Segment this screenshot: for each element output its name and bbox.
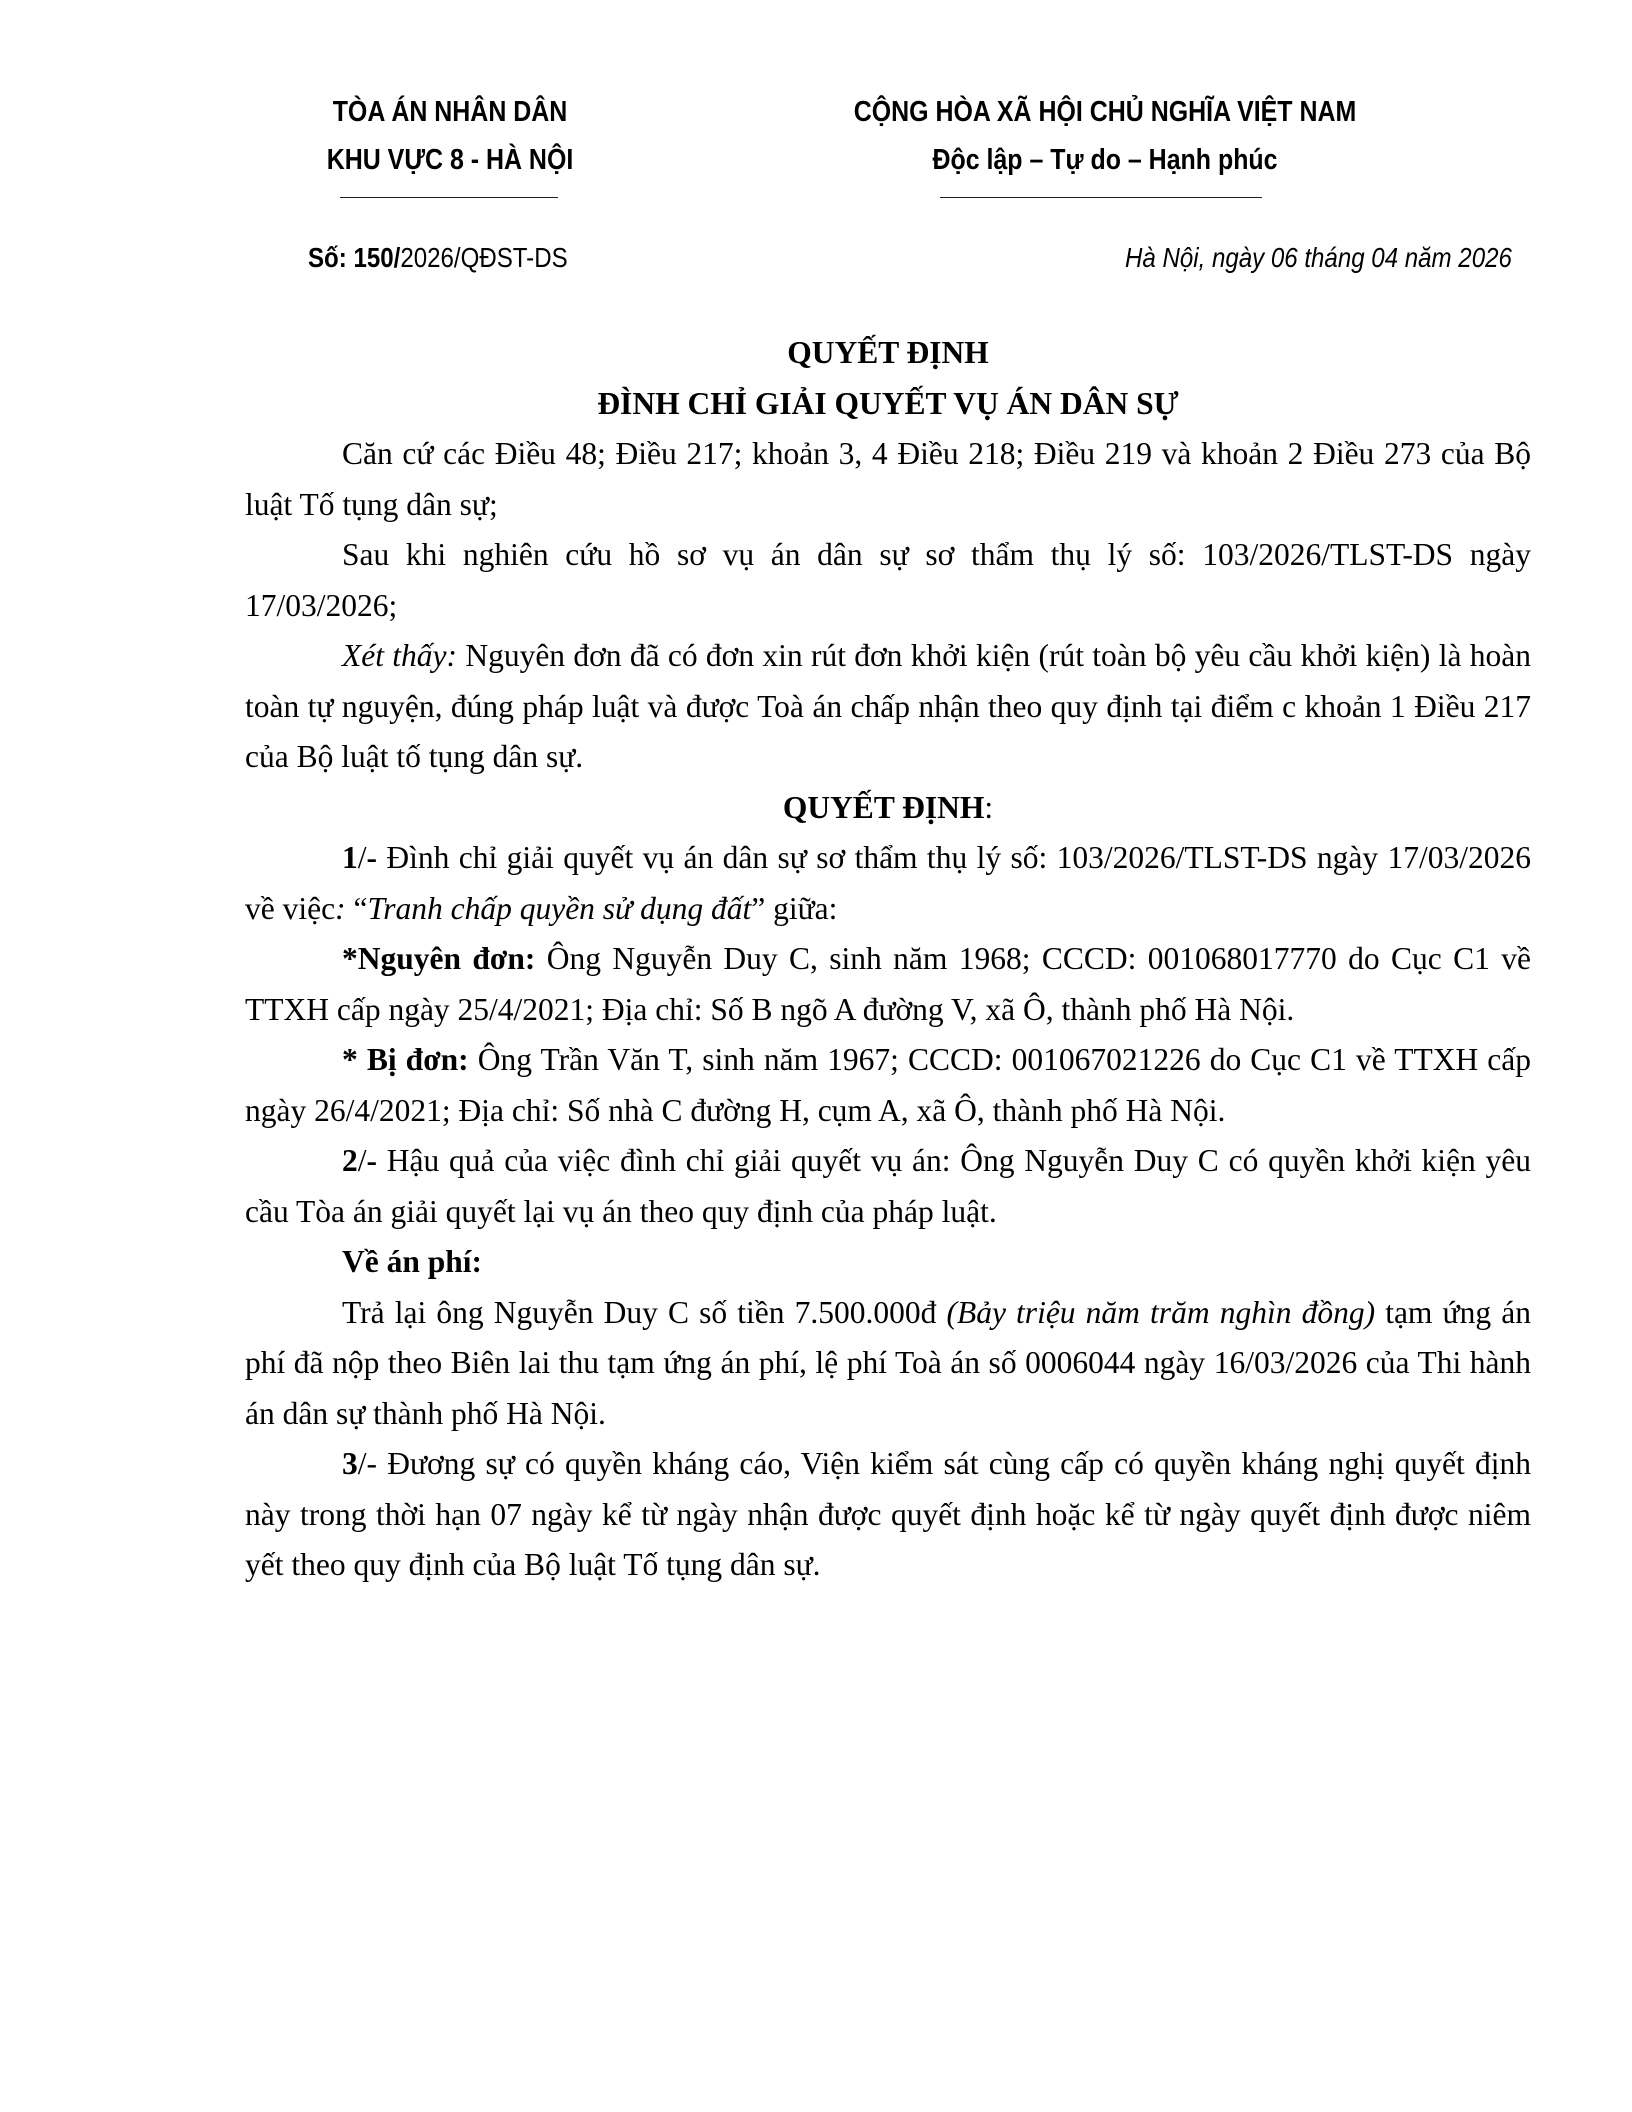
fee-amount-words: (Bảy triệu năm trăm nghìn đồng) <box>946 1294 1376 1330</box>
defendant-label: * Bị đơn: <box>342 1042 469 1077</box>
item2-slash: / <box>357 1143 367 1178</box>
case-title: Tranh chấp quyền sử dụng đất <box>367 890 752 926</box>
place-and-date: Hà Nội, ngày 06 tháng 04 năm 2026 <box>1125 242 1512 273</box>
nation-motto-line2: Độc lập – Tự do – Hạnh phúc <box>932 144 1278 176</box>
finding-text: Nguyên đơn đã có đơn xin rút đơn khởi kiện (rút toàn bộ yêu cầu khởi kiện) là hoàn toàn tự nguyện, đúng pháp luật và được Toà án chấp nhận theo quy định tại điểm c khoản 1 Điều 217 của Bộ luật tố tụng dân sự. <box>245 638 1531 774</box>
fee-text-end: tạm ứng án phí đã nộp theo Biên lai thu tạm ứng án phí, lệ phí Toà án số 0006044 ngày 16/03/2026 của Thi hành án dân sự thành phố Hà Nội. <box>245 1294 1531 1431</box>
plaintiff-label: *Nguyên đơn: <box>342 941 536 976</box>
document-subtitle: ĐÌNH CHỈ GIẢI QUYẾT VỤ ÁN DÂN SỰ <box>597 385 1179 421</box>
defendant-paragraph <box>245 1035 1531 1136</box>
finding-paragraph <box>245 631 1531 783</box>
decision-item-1 <box>245 833 1531 934</box>
document-number-suffix: 2026/QĐST-DS <box>400 242 568 273</box>
document-body <box>245 328 1531 1591</box>
item2-number: 2 <box>342 1143 358 1178</box>
plaintiff-details: Ông Nguyễn Duy C, sinh năm 1968; CCCD: 001068017770 do Cục C1 về TTXH cấp ngày 25/4/2021; Địa chỉ: Số B ngõ A đường V, xã Ô, thành phố Hà Nội. <box>245 941 1531 1027</box>
item1-text-end: ” giữa: <box>751 890 838 926</box>
fee-text-start: Trả lại ông Nguyễn Duy C số tiền 7.500.000đ <box>342 1294 947 1330</box>
defendant-details: Ông Trần Văn T, sinh năm 1967; CCCD: 001067021226 do Cục C1 về TTXH cấp ngày 26/4/2021; Địa chỉ: Số nhà C đường H, cụm A, xã Ô, thành phố Hà Nội. <box>245 1042 1531 1128</box>
plaintiff-paragraph <box>245 934 1531 1035</box>
court-fee-paragraph <box>245 1288 1531 1440</box>
document-number <box>308 242 568 274</box>
nation-motto-line1: CỘNG HÒA XÃ HỘI CHỦ NGHĨA VIỆT NAM <box>853 96 1357 128</box>
nation-motto-underline <box>940 197 1262 198</box>
item1-slash: / <box>357 840 367 875</box>
item1-colon: : <box>335 890 346 926</box>
item2-text: Hậu quả của việc đình chỉ giải quyết vụ án: Ông Nguyễn Duy C có quyền khởi kiện yêu cầu Tòa án giải quyết lại vụ án theo quy định của pháp luật. <box>245 1143 1531 1229</box>
item2-dash: - <box>366 1143 378 1178</box>
document-title: QUYẾT ĐỊNH <box>787 335 989 370</box>
court-name-line1: TÒA ÁN NHÂN DÂN <box>332 96 568 128</box>
decision-item-3 <box>245 1439 1531 1591</box>
document-number-label: Số: <box>308 242 347 273</box>
decision-heading <box>245 783 1531 834</box>
decision-heading-colon: : <box>984 789 994 825</box>
finding-label: Xét thấy: <box>342 638 458 673</box>
decision-heading-text: QUYẾT ĐỊNH <box>782 789 985 825</box>
item1-number: 1 <box>342 840 358 875</box>
court-name-line2: KHU VỰC 8 - HÀ NỘI <box>326 144 574 176</box>
item3-text: Đương sự có quyền kháng cáo, Viện kiểm sát cùng cấp có quyền kháng nghị quyết định này trong thời hạn 07 ngày kể từ ngày nhận được quyết định hoặc kể từ ngày quyết định được niêm yết theo quy định của Bộ luật Tố tụng dân sự. <box>245 1446 1531 1582</box>
decision-item-2 <box>245 1136 1531 1237</box>
case-review-paragraph: Sau khi nghiên cứu hồ sơ vụ án dân sự sơ thẩm thụ lý số: 103/2026/TLST-DS ngày 17/03/2026; <box>245 537 1531 623</box>
item3-number: 3 <box>342 1446 358 1481</box>
item3-suffix: /- <box>357 1446 377 1481</box>
court-name-underline <box>340 197 558 198</box>
legal-basis-paragraph: Căn cứ các Điều 48; Điều 217; khoản 3, 4 Điều 218; Điều 219 và khoản 2 Điều 273 của Bộ luật Tố tụng dân sự; <box>245 436 1531 522</box>
document-number-bold: 150/ <box>353 242 401 273</box>
court-fee-heading: Về án phí: <box>342 1244 483 1279</box>
item1-quote-open: “ <box>345 890 368 926</box>
item1-dash: - <box>366 840 378 875</box>
item1-text: Đình chỉ giải quyết vụ án dân sự sơ thẩm thụ lý số: 103/2026/TLST-DS ngày 17/03/2026 về việc <box>245 840 1531 926</box>
